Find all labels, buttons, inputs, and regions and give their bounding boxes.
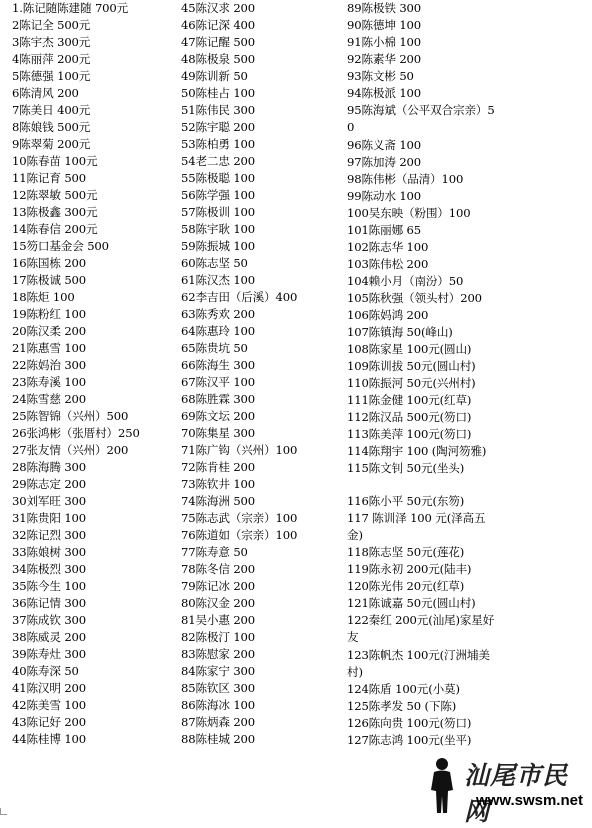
donor-entry: 69陈文坛 200	[181, 409, 255, 423]
donor-entry: 87陈炳森 200	[181, 715, 255, 729]
donor-entry: 20陈汉柔 200	[12, 324, 86, 338]
donor-entry: 79陈记冰 200	[181, 579, 255, 593]
donor-entry: 18陈炬 100	[12, 290, 75, 304]
donor-entry: 53陈柏勇 100	[181, 137, 255, 151]
donor-entry: 25陈智锦（兴州）500	[12, 409, 129, 423]
donor-entry: 9陈翠菊 200元	[12, 137, 91, 151]
donor-entry: 89陈极铁 300	[347, 1, 421, 15]
donor-entry: 33陈娘树 300	[12, 545, 86, 559]
donor-entry: 120陈光伟 20元(红草)	[347, 579, 465, 594]
donor-entry: 65陈贵坑 50	[181, 341, 248, 355]
donor-entry: 86陈海冰 100	[181, 698, 255, 712]
donor-entry: 122秦红 200元(汕尾)家星好友	[347, 613, 495, 645]
donor-entry: 112陈汉品 500元(笏口)	[347, 409, 472, 424]
donor-entry: 95陈海斌（公平双合宗亲）50	[347, 103, 495, 135]
donor-entry: 46陈记深 400	[181, 18, 255, 32]
donor-entry: 124陈盾 100元(小莫)	[347, 682, 460, 697]
page-corner-mark	[0, 808, 7, 815]
donor-entry: 34陈极烈 300	[12, 562, 86, 576]
donor-entry: 12陈翠敏 500元	[12, 188, 98, 202]
donor-entry: 28陈海腾 300	[12, 460, 86, 474]
donor-entry: 60陈志坚 50	[181, 256, 248, 270]
donor-entry: 116陈小平 50元(东笏)	[347, 493, 465, 508]
donor-entry: 109陈训拔 50元(圆山村)	[347, 358, 476, 373]
donor-entry: 104赖小月（南汾）50	[347, 273, 464, 288]
donor-entry: 58陈宇耿 100	[181, 222, 255, 236]
donor-entry: 82陈极汀 100	[181, 630, 255, 644]
donor-entry: 100吴东映（粉围）100	[347, 205, 471, 220]
donor-entry: 68陈胜霖 300	[181, 392, 255, 406]
donor-entry: 97陈加涛 200	[347, 154, 421, 169]
donor-entry: 47陈记醒 500	[181, 35, 255, 49]
donor-entry: 7陈美日 400元	[12, 103, 91, 117]
donor-entry: 118陈志坚 50元(莲花)	[347, 545, 465, 560]
donor-entry: 84陈家宁 300	[181, 664, 255, 678]
donor-entry: 99陈动水 100	[347, 188, 421, 203]
donor-entry: 17陈极诚 500	[12, 273, 86, 287]
donor-entry: 21陈惠雪 100	[12, 341, 86, 355]
donor-entry: 74陈海洲 500	[181, 494, 255, 508]
donor-column-2	[181, 0, 343, 748]
donor-entry: 26张鸿彬（张厝村）250	[12, 426, 140, 440]
donor-entry: 119陈永初 200元(陆丰)	[347, 562, 472, 577]
donor-entry: 110陈振河 50元(兴州村)	[347, 375, 476, 390]
donor-entry: 11陈记育 500	[12, 171, 86, 185]
donor-entry: 19陈粉红 100	[12, 307, 86, 321]
donor-entry: 88陈桂城 200	[181, 732, 255, 746]
donor-entry: 63陈秀欢 200	[181, 307, 255, 321]
donor-entry: 76陈道如（宗亲）100	[181, 528, 298, 542]
donor-entry: 36陈记情 300	[12, 596, 86, 610]
donor-entry: 127陈志鸿 100元(坐平)	[347, 733, 472, 748]
donor-entry: 73陈钦井 100	[181, 477, 255, 491]
donor-entry: 5陈德强 100元	[12, 69, 91, 83]
donor-entry: 48陈极泉 500	[181, 52, 255, 66]
donor-entry: 54老二忠 200	[181, 154, 255, 168]
donor-entry: 1.陈记随陈建随 700元	[12, 1, 129, 15]
donor-entry: 41陈汉明 200	[12, 681, 86, 695]
donor-entry: 103陈伟松 200	[347, 256, 429, 271]
donor-entry: 71陈广钩（兴州）100	[181, 443, 298, 457]
donor-entry: 43陈记好 200	[12, 715, 86, 729]
donor-entry: 106陈妈鸿 200	[347, 307, 429, 322]
donor-entry: 123陈帆杰 100元(汀洲埔美村)	[347, 647, 490, 680]
donor-entry: 115陈文钊 50元(坐头)	[347, 460, 465, 475]
donor-entry: 4陈丽萍 200元	[12, 52, 91, 66]
donor-entry: 22陈妈治 300	[12, 358, 86, 372]
donor-entry: 56陈学强 100	[181, 188, 255, 202]
donor-column-1	[12, 0, 180, 748]
donor-entry: 27张友情（兴州）200	[12, 443, 129, 457]
donor-entry: 35陈今生 100	[12, 579, 86, 593]
donor-entry: 98陈伟彬（品清）100	[347, 171, 464, 186]
donor-entry: 101陈丽娜 65	[347, 222, 421, 237]
donor-entry: 62李吉田（后溪）400	[181, 290, 298, 304]
donor-entry: 96陈义斋 100	[347, 137, 421, 152]
donor-entry: 23陈寿溪 100	[12, 375, 86, 389]
donor-entry: 121陈诚嘉 50元(圆山村)	[347, 596, 476, 611]
donor-entry: 2陈记全 500元	[12, 18, 91, 32]
donor-entry: 67陈汉平 100	[181, 375, 255, 389]
donor-entry: 83陈慰家 200	[181, 647, 255, 661]
donor-entry: 31陈贵阳 100	[12, 511, 86, 525]
donor-entry: 13陈极鑫 300元	[12, 205, 98, 219]
donor-entry: 45陈汉求 200	[181, 1, 255, 15]
donor-entry: 72陈肯桂 200	[181, 460, 255, 474]
donor-entry: 55陈极聪 100	[181, 171, 255, 185]
donor-entry: 15笏口基金会 500	[12, 239, 109, 253]
donor-entry: 37陈成钦 300	[12, 613, 86, 627]
donor-entry: 51陈伟民 300	[181, 103, 255, 117]
donor-entry: 114陈翔宇 100 (陶河笏雅)	[347, 443, 487, 458]
donor-entry: 102陈志华 100	[347, 239, 429, 254]
donor-entry: 117 陈训泽 100 元(泽高五金)	[347, 510, 486, 542]
donor-entry: 40陈寿深 50	[12, 664, 79, 678]
donor-entry: 91陈小棉 100	[347, 35, 421, 49]
donor-entry: 78陈冬信 200	[181, 562, 255, 576]
donor-entry: 85陈钦区 300	[181, 681, 255, 695]
donor-entry: 38陈威灵 200	[12, 630, 86, 644]
donor-entry: 93陈文彬 50	[347, 69, 414, 83]
donor-entry: 6陈清风 200	[12, 86, 79, 100]
donor-entry: 50陈桂占 100	[181, 86, 255, 100]
donor-entry: 61陈汉杰 100	[181, 273, 255, 287]
donor-entry: 52陈宇聪 200	[181, 120, 255, 134]
donor-entry: 126陈向贵 100元(笏口)	[347, 716, 472, 731]
donor-entry: 75陈志武（宗亲）100	[181, 511, 298, 525]
watermark-url: www.swsm.net	[476, 792, 583, 809]
donor-entry: 29陈志定 200	[12, 477, 86, 491]
donor-entry: 57陈极训 100	[181, 205, 255, 219]
donor-entry: 94陈极派 100	[347, 86, 421, 100]
donor-entry: 39陈寿灶 300	[12, 647, 86, 661]
donor-entry: 111陈金健 100元(红草)	[347, 392, 472, 407]
donor-entry: 113陈美萍 100元(笏口)	[347, 426, 472, 441]
donor-entry: 14陈春信 200元	[12, 222, 98, 236]
donor-entry: 3陈宇杰 300元	[12, 35, 91, 49]
donor-entry: 81吴小惠 200	[181, 613, 255, 627]
donor-entry: 30刘军旺 300	[12, 494, 86, 508]
donor-entry: 64陈惠玲 100	[181, 324, 255, 338]
donor-entry: 108陈家星 100元(圆山)	[347, 341, 472, 356]
donor-entry: 8陈娘钱 500元	[12, 120, 91, 134]
donor-entry: 16陈国栋 200	[12, 256, 86, 270]
donor-entry: 24陈雪慈 200	[12, 392, 86, 406]
donor-entry: 70陈集星 300	[181, 426, 255, 440]
site-watermark	[420, 752, 590, 826]
donor-entry: 59陈振城 100	[181, 239, 255, 253]
donor-entry: 66陈海生 300	[181, 358, 255, 372]
donor-entry: 125陈孝发 50 (下陈)	[347, 699, 457, 714]
donor-entry: 92陈素华 200	[347, 52, 421, 66]
donor-column-3	[347, 0, 499, 749]
donor-entry: 107陈镇海 50(峰山)	[347, 324, 453, 339]
watermark-logo-text: 汕尾市民网	[464, 761, 569, 826]
silhouette-figure-icon	[422, 756, 462, 814]
donor-entry: 44陈桂博 100	[12, 732, 86, 746]
donor-entry: 90陈德坤 100	[347, 18, 421, 32]
donor-entry: 10陈春苗 100元	[12, 154, 98, 168]
donor-entry: 77陈寿意 50	[181, 545, 248, 559]
donor-entry: 105陈秋强（领头村）200	[347, 290, 482, 305]
donor-entry: 42陈美雪 100	[12, 698, 86, 712]
donor-entry: 49陈训新 50	[181, 69, 248, 83]
donor-entry: 32陈记烈 300	[12, 528, 86, 542]
donor-entry: 80陈汉金 200	[181, 596, 255, 610]
